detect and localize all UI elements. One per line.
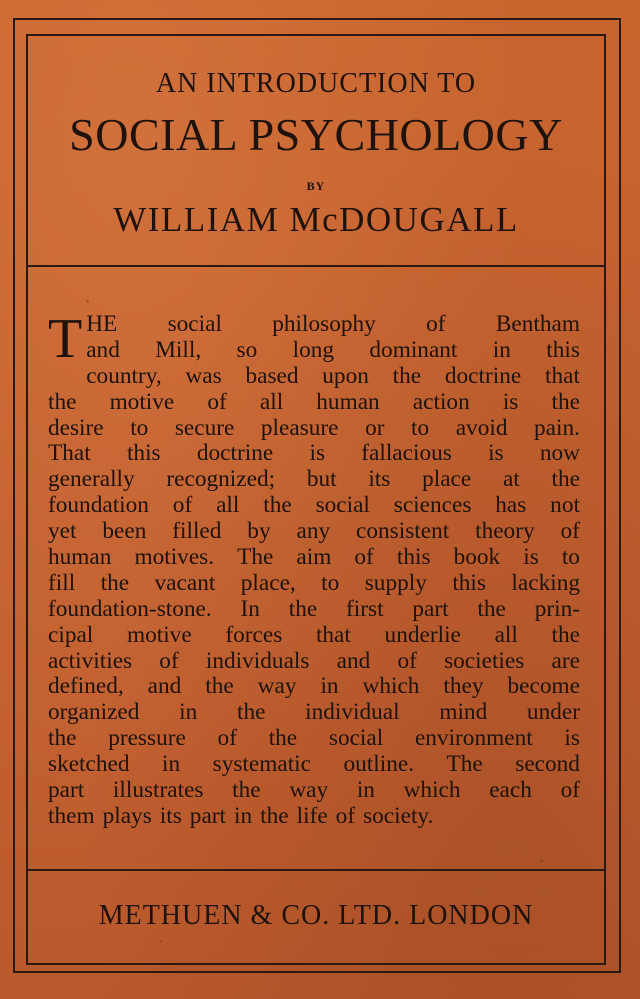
blurb-line: defined, and the way in which they become bbox=[48, 673, 580, 700]
blurb-opening bbox=[86, 312, 580, 364]
blurb-head bbox=[48, 308, 580, 370]
drop-cap: T bbox=[48, 308, 83, 370]
blurb-line: activities of individuals and of societies are bbox=[48, 647, 580, 674]
by-label: BY bbox=[306, 179, 326, 193]
blurb-text bbox=[48, 308, 580, 830]
blurb-line: cipal motive forces that underlie all the bbox=[48, 621, 580, 648]
blurb-line: them plays its part in the life of society. bbox=[48, 802, 434, 829]
blurb-line: organized in the individual mind under bbox=[48, 699, 580, 726]
blurb-line: the motive of all human action is the bbox=[48, 388, 580, 415]
book-title: SOCIAL PSYCHOLOGY bbox=[69, 109, 563, 160]
paper-speck bbox=[86, 300, 89, 303]
blurb-line: the pressure of the social environment is bbox=[48, 725, 580, 752]
paper-speck bbox=[412, 578, 414, 580]
blurb-line: part illustrates the way in which each of bbox=[48, 777, 580, 804]
blurb-line: That this doctrine is fallacious is now bbox=[48, 440, 580, 467]
blurb-line: country, was based upon the doctrine that bbox=[86, 362, 580, 389]
paper-speck bbox=[160, 940, 162, 943]
author-name: WILLIAM McDOUGALL bbox=[113, 200, 519, 239]
blurb-line: HE social philosophy of Bentham bbox=[86, 312, 580, 337]
publisher-imprint: METHUEN & CO. LTD. LONDON bbox=[98, 900, 534, 931]
title-prefix: AN INTRODUCTION TO bbox=[155, 68, 477, 99]
blurb-line: foundation-stone. In the first part the prin- bbox=[48, 595, 580, 622]
blurb-line: foundation of all the social sciences has not bbox=[48, 492, 580, 519]
blurb-line: yet been filled by any consistent theory of bbox=[48, 518, 580, 545]
blurb-line: sketched in systematic outline. The second bbox=[48, 751, 580, 778]
blurb-line: generally recognized; but its place at the bbox=[48, 466, 580, 493]
title-divider-rule bbox=[26, 265, 606, 267]
blurb-line: human motives. The aim of this book is to bbox=[48, 544, 580, 571]
blurb-line: fill the vacant place, to supply this lacking bbox=[48, 569, 580, 596]
publisher-divider-rule bbox=[26, 869, 606, 871]
blurb-line: desire to secure pleasure or to avoid pain. bbox=[48, 414, 580, 441]
blurb-line: and Mill, so long dominant in this bbox=[86, 336, 580, 363]
paper-speck bbox=[540, 860, 543, 862]
